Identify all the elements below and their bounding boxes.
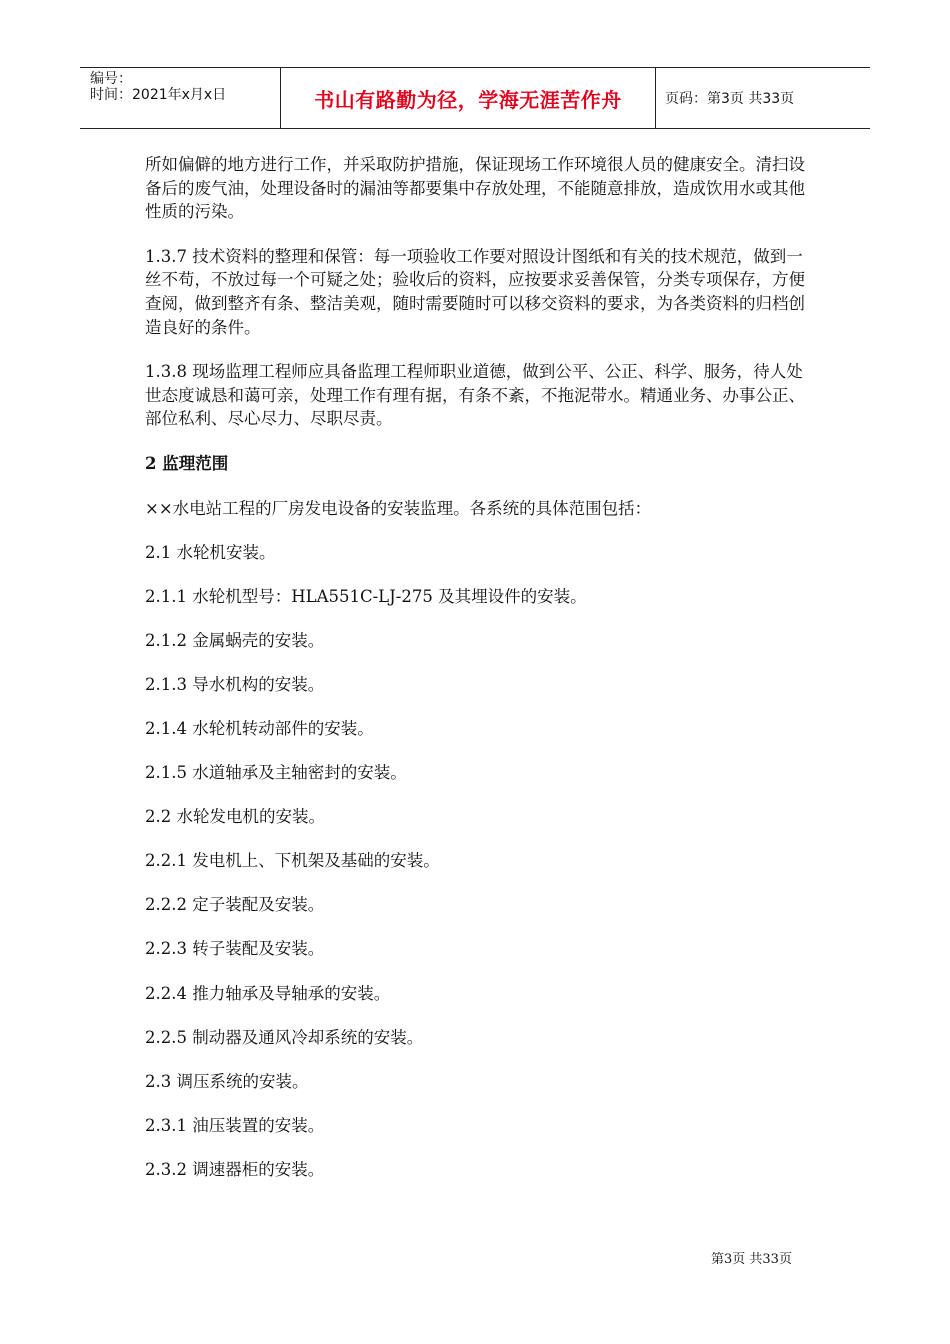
list-item: 2.1.5 水道轴承及主轴密封的安装。: [145, 763, 407, 783]
list-item: 2.1 水轮机安装。: [145, 542, 276, 562]
list-item: 2.2.5 制动器及通风冷却系统的安装。: [145, 1027, 424, 1047]
list-item: 2.1.3 导水机构的安装。: [145, 674, 325, 694]
paragraph: 1.3.8 现场监理工程师应具备监理工程师职业道德，做到公平、公正、科学、服务，待人处世态度诚恳和蔼可亲，处理工作有理有据，有条不紊，不拖泥带水。精通业务、办事公正、部位私利、尽心尽力、尽职尽责。: [145, 362, 805, 429]
paragraph: 1.3.7 技术资料的整理和保管：每一项验收工作要对照设计图纸和有关的技术规范，做到一丝不苟，不放过每一个可疑之处；验收后的资料，应按要求妥善保管，分类专项保存，方便查阅，做到整齐有条、整洁美观，随时需要随时可以移交资料的要求，为各类资料的归档创造良好的条件。: [145, 246, 805, 337]
document-body: [145, 153, 810, 1202]
header-page-number: 页码：第3页 共33页: [665, 91, 795, 107]
header-meta: [80, 68, 281, 128]
list-item: 2.2.3 转子装配及安装。: [145, 939, 325, 959]
list-item: 2.1.1 水轮机型号：HLA551C-LJ-275 及其埋设件的安装。: [145, 586, 587, 606]
list-item: 2.2 水轮发电机的安装。: [145, 807, 325, 827]
list-item: 2.3.2 调速器柜的安装。: [145, 1159, 325, 1179]
list-item: 2.1.4 水轮机转动部件的安装。: [145, 719, 374, 738]
header-motto: 书山有路勤为径，学海无涯苦作舟: [281, 68, 656, 128]
list-item: 2.2.2 定子装配及安装。: [145, 895, 325, 915]
list-item: 2.2.1 发电机上、下机架及基础的安装。: [145, 851, 440, 871]
list-item: 2.1.2 金属蜗壳的安装。: [145, 630, 325, 650]
list-item: 2.3.1 油压装置的安装。: [145, 1115, 325, 1135]
document-date: 时间：2021年x月x日: [90, 87, 227, 103]
section-intro: ××水电站工程的厂房发电设备的安装监理。各系统的具体范围包括：: [145, 498, 652, 518]
list-item: 2.3 调压系统的安装。: [145, 1071, 309, 1091]
paragraph: 所如偏僻的地方进行工作，并采取防护措施，保证现场工作环境很人员的健康安全。清扫设备后的废气油，处理设备时的漏油等都要集中存放处理，不能随意排放，造成饮用水或其他性质的污染。: [145, 155, 805, 222]
page-footer: 第3页 共33页: [711, 1252, 792, 1267]
page-header: [80, 67, 870, 129]
section-title: 2 监理范围: [145, 453, 229, 473]
list-item: 2.2.4 推力轴承及导轴承的安装。: [145, 983, 391, 1003]
document-number-label: 编号：: [90, 71, 132, 87]
